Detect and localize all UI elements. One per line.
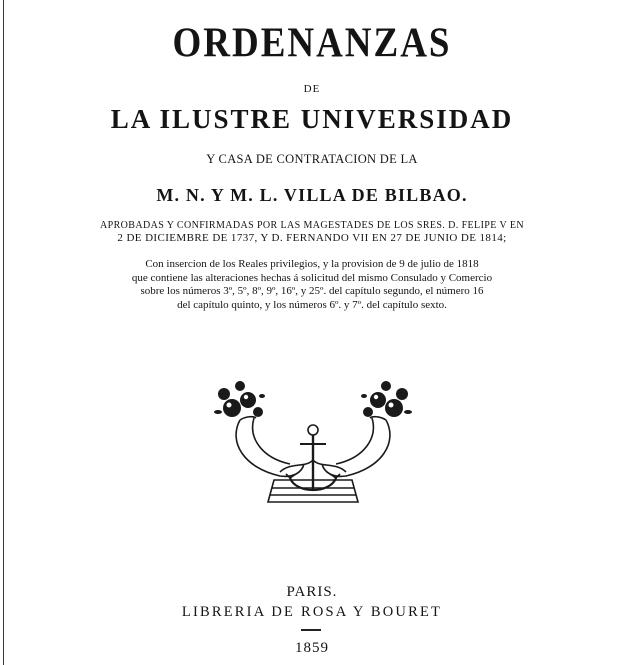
book-title: ORDENANZAS xyxy=(172,19,452,68)
imprint-city: PARIS. xyxy=(286,584,338,600)
insertion-line-1: Con insercion de los Reales privilegios, y la provision de 9 de julio de 1818 xyxy=(145,258,479,270)
insertion-line-4: del capítulo quinto, y los números 6º. y 7º. del capítulo sexto. xyxy=(177,298,447,311)
insertion-line-2: que contiene las alteraciones hechas á solicitud del mismo Consulado y Comercio xyxy=(131,271,493,284)
insertion-statement xyxy=(0,258,624,312)
cornucopia-anchor-emblem-icon xyxy=(210,372,416,510)
institution-heading: LA ILUSTRE UNIVERSIDAD xyxy=(110,104,514,134)
approval-line-1: APROBADAS Y CONFIRMADAS POR LAS MAGESTADES DE LOS SRES. D. FELIPE V EN xyxy=(100,220,524,231)
title-preposition: DE xyxy=(303,83,321,95)
approval-statement xyxy=(0,219,624,245)
institution-subheading: Y CASA DE CONTRATACION DE LA xyxy=(206,152,418,166)
approval-line-2: 2 DE DICIEMBRE DE 1737, Y D. FERNANDO VII EN 27 DE JUNIO DE 1814; xyxy=(117,232,507,244)
imprint-publisher: LIBRERIA DE ROSA Y BOURET xyxy=(181,604,443,620)
insertion-line-3: sobre los números 3º, 5º, 8º, 9º, 16º, y 25º. del capítulo segundo, el número 16 xyxy=(140,285,484,297)
villa-heading: M. N. Y M. L. VILLA DE BILBAO. xyxy=(156,185,468,205)
imprint-year: 1859 xyxy=(295,640,329,656)
imprint-divider xyxy=(301,629,321,631)
